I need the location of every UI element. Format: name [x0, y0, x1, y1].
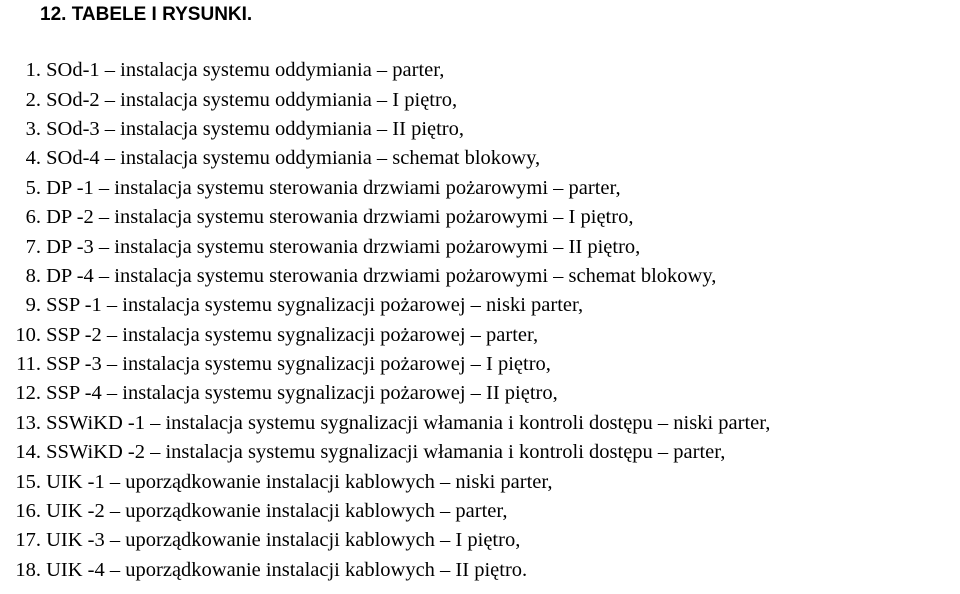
list-item — [0, 115, 770, 144]
item-text: SOd-1 – instalacja systemu oddymiania – parter, — [46, 59, 445, 82]
list-item — [0, 56, 770, 85]
drawings-list — [0, 56, 770, 585]
item-number: 16. — [15, 500, 41, 523]
item-number: 2. — [25, 88, 41, 111]
item-number: 18. — [15, 558, 41, 581]
item-number: 7. — [25, 235, 41, 258]
item-text: DP -4 – instalacja systemu sterowania drzwiami pożarowymi – schemat blokowy, — [46, 264, 717, 287]
list-item — [0, 144, 770, 173]
list-item — [0, 232, 770, 261]
item-number: 17. — [15, 529, 41, 552]
list-item — [0, 379, 770, 408]
item-text: SOd-2 – instalacja systemu oddymiania – I piętro, — [46, 88, 458, 111]
item-number: 4. — [25, 147, 41, 170]
item-text: DP -3 – instalacja systemu sterowania drzwiami pożarowymi – II piętro, — [46, 235, 641, 258]
item-number: 14. — [15, 441, 41, 464]
item-text: SSWiKD -2 – instalacja systemu sygnalizacji włamania i kontroli dostępu – parter, — [46, 441, 726, 464]
item-number: 15. — [15, 470, 41, 493]
item-text: UIK -3 – uporządkowanie instalacji kablowych – I piętro, — [46, 529, 521, 552]
item-text: SSP -2 – instalacja systemu sygnalizacji pożarowej – parter, — [46, 323, 539, 346]
list-item — [0, 85, 770, 114]
item-number: 3. — [25, 117, 41, 140]
item-number: 12. — [15, 382, 41, 405]
list-item — [0, 262, 770, 291]
item-number: 13. — [15, 411, 41, 434]
item-number: 8. — [25, 264, 41, 287]
item-number: 9. — [25, 294, 41, 317]
item-text: SSP -1 – instalacja systemu sygnalizacji pożarowej – niski parter, — [46, 294, 584, 317]
list-item — [0, 526, 770, 555]
list-item — [0, 174, 770, 203]
list-item — [0, 556, 770, 585]
list-item — [0, 291, 770, 320]
list-item — [0, 467, 770, 496]
item-text: UIK -1 – uporządkowanie instalacji kablowych – niski parter, — [46, 470, 553, 493]
item-text: SSP -4 – instalacja systemu sygnalizacji pożarowej – II piętro, — [46, 382, 558, 405]
item-text: SOd-3 – instalacja systemu oddymiania – II piętro, — [46, 117, 465, 140]
list-item — [0, 350, 770, 379]
item-text: UIK -4 – uporządkowanie instalacji kablowych – II piętro. — [46, 558, 528, 581]
list-item — [0, 409, 770, 438]
item-text: DP -2 – instalacja systemu sterowania drzwiami pożarowymi – I piętro, — [46, 206, 634, 229]
item-text: SOd-4 – instalacja systemu oddymiania – schemat blokowy, — [46, 147, 541, 170]
list-item — [0, 438, 770, 467]
item-text: DP -1 – instalacja systemu sterowania drzwiami pożarowymi – parter, — [46, 176, 621, 199]
item-number: 11. — [16, 353, 41, 376]
item-number: 6. — [25, 206, 41, 229]
item-text: SSP -3 – instalacja systemu sygnalizacji pożarowej – I piętro, — [46, 353, 551, 376]
list-item — [0, 497, 770, 526]
section-heading: 12. TABELE I RYSUNKI. — [40, 4, 253, 25]
item-number: 10. — [15, 323, 41, 346]
item-text: UIK -2 – uporządkowanie instalacji kablowych – parter, — [46, 500, 508, 523]
item-number: 5. — [25, 176, 41, 199]
list-item — [0, 203, 770, 232]
item-number: 1. — [25, 59, 41, 82]
item-text: SSWiKD -1 – instalacja systemu sygnalizacji włamania i kontroli dostępu – niski parter, — [46, 411, 771, 434]
list-item — [0, 321, 770, 350]
